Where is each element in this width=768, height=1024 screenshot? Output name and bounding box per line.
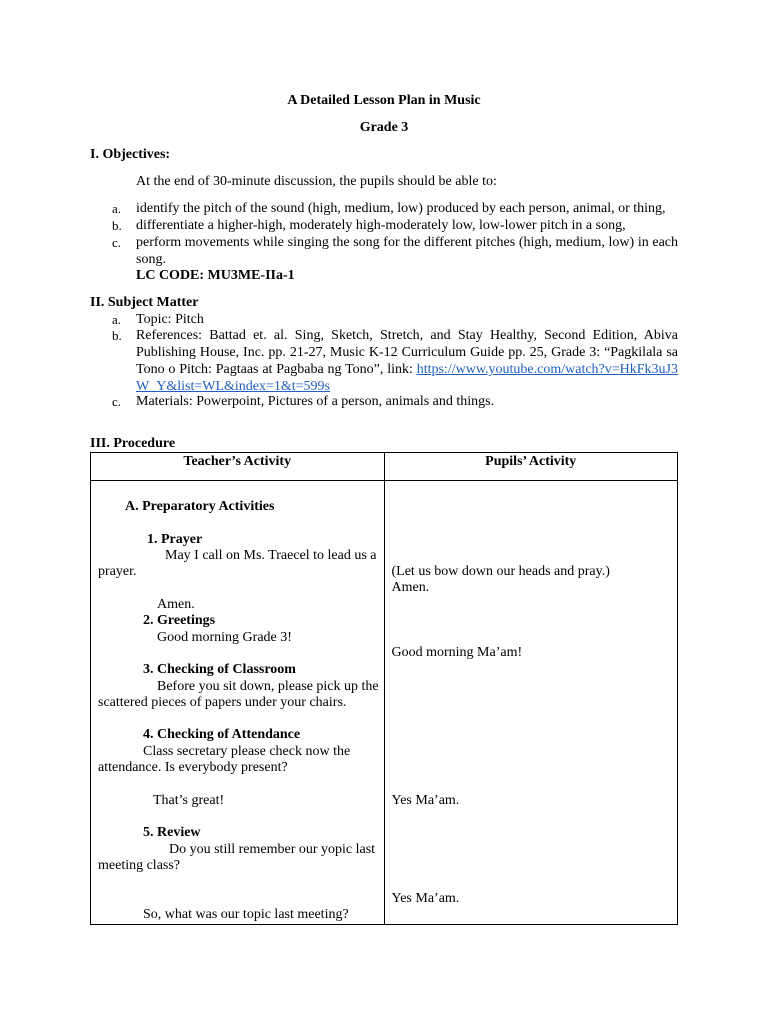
subject-topic: Topic: Pitch (136, 312, 204, 327)
prayer-heading: 1. Prayer (147, 532, 203, 547)
review-text: Do you still remember our yopic last (169, 842, 376, 857)
lc-code: LC CODE: MU3ME-IIa-1 (136, 268, 295, 283)
greetings-text: Good morning Grade 3! (157, 630, 292, 645)
classroom-text-cont: scattered pieces of papers under your chairs. (98, 695, 347, 710)
objective-item: differentiate a higher-high, moderately high-moderately low, low-lower pitch in a song, (136, 218, 626, 233)
references-text: References: Battad et. al. Sing, Sketch, Stretch, and Stay Healthy, Second Edition, Abiva Publishing House, Inc. pp. 21-27, Music K-12 Curriculum Guide pp. 25, Grade 3: “Pagkilala sa Tono o Pitch: Pagtaas at Pagbaba ng Tono”, link: (136, 328, 678, 377)
table-header-row (91, 453, 678, 481)
objective-letter: c. (112, 235, 122, 250)
subject-matter-heading: II. Subject Matter (90, 295, 199, 310)
objective-letter: a. (112, 201, 122, 216)
objectives-intro: At the end of 30-minute discussion, the pupils should be able to: (136, 174, 497, 189)
objective-item: perform movements while singing the song for the different pitches (high, medium, low) in each song. (136, 235, 678, 267)
attendance-heading: 4. Checking of Attendance (143, 727, 301, 742)
grade-label: Grade 3 (359, 120, 409, 135)
subject-letter: b. (112, 328, 122, 343)
document-title: A Detailed Lesson Plan in Music (287, 93, 481, 108)
objective-item: identify the pitch of the sound (high, medium, low) produced by each person, animal, or thing, (136, 201, 666, 216)
teacher-amen: Amen. (157, 597, 195, 612)
prayer-text: May I call on Ms. Traecel to lead us a (165, 548, 377, 563)
attendance-text: Class secretary please check now the (143, 744, 351, 759)
thats-great-text: That’s great! (153, 793, 225, 808)
attendance-text-cont: attendance. Is everybody present? (98, 760, 288, 775)
teacher-activity-cell (91, 481, 385, 925)
youtube-link[interactable]: https://www.youtube.com/watch?v=HkFk3uJ3W_Y&list=WL&index=1&t=599s (136, 362, 678, 394)
objectives-heading: I. Objectives: (90, 147, 171, 162)
table-row (91, 481, 678, 925)
classroom-heading: 3. Checking of Classroom (143, 662, 296, 677)
section-a-title: A. Preparatory Activities (125, 499, 275, 514)
subject-letter: a. (112, 312, 122, 327)
topic-question: So, what was our topic last meeting? (143, 907, 349, 922)
review-text-cont: meeting class? (98, 858, 181, 873)
subject-references (136, 327, 678, 395)
greetings-heading: 2. Greetings (143, 613, 216, 628)
subject-letter: c. (112, 394, 122, 409)
pupils-good-morning: Good morning Ma’am! (391, 645, 523, 660)
pupils-activity-header: Pupils’ Activity (384, 453, 678, 481)
teacher-activity-header: Teacher’s Activity (91, 453, 385, 481)
procedure-heading: III. Procedure (90, 436, 176, 451)
pupils-pray: (Let us bow down our heads and pray.) (391, 564, 610, 579)
pupils-yes-maam: Yes Ma’am. (391, 793, 460, 808)
prayer-text-cont: prayer. (98, 564, 137, 579)
objective-letter: b. (112, 218, 122, 233)
pupils-activity-cell (384, 481, 678, 925)
review-heading: 5. Review (143, 825, 201, 840)
pupils-amen: Amen. (391, 580, 430, 595)
pupils-yes-maam: Yes Ma’am. (391, 891, 460, 906)
subject-materials: Materials: Powerpoint, Pictures of a person, animals and things. (136, 394, 495, 409)
procedure-table (90, 452, 678, 925)
classroom-text: Before you sit down, please pick up the (157, 679, 379, 694)
